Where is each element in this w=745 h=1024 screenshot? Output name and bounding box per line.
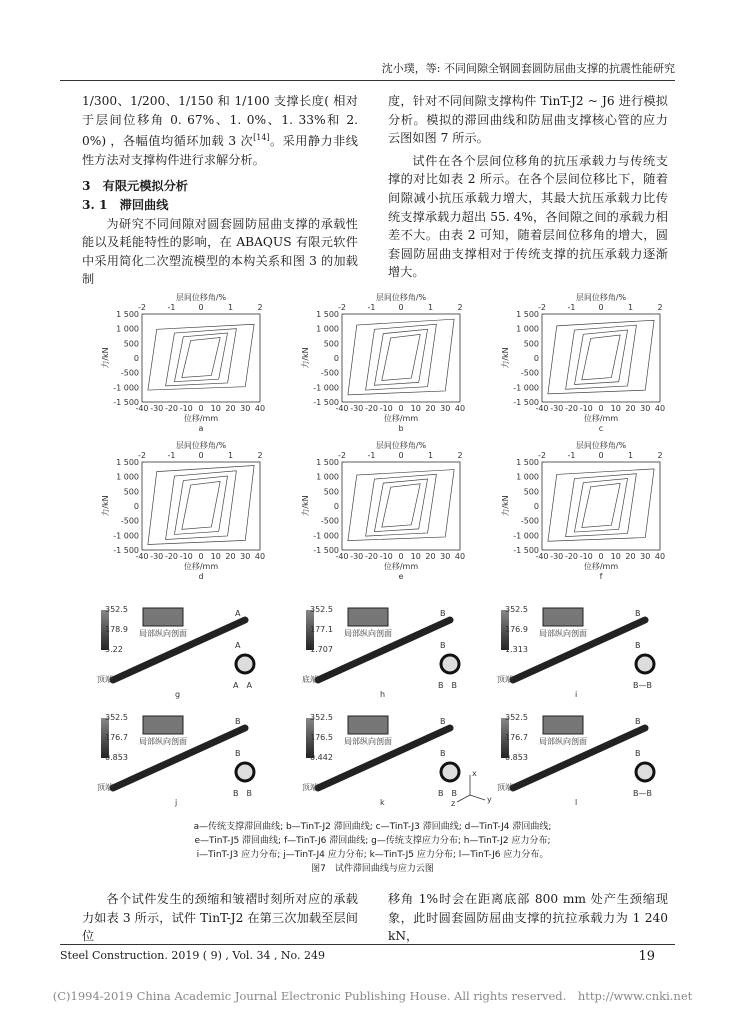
section-inset [543,608,583,626]
hysteresis-loop [182,481,220,529]
top-tick-label: -1 [567,451,576,460]
x-tick-label: -20 [364,552,379,561]
top-tick-label: -2 [538,451,546,460]
top-tick-label: 0 [598,303,604,312]
top-tick-label: 0 [398,303,404,312]
section-caption: B B [233,789,252,798]
section-label: 局部纵向剖面 [344,737,392,746]
scale-value: 176.7 [105,733,128,742]
running-header: 沈小璞，等: 不同间隙全钢圆套圆防屈曲支撑的抗震性能研究 [60,60,675,81]
top-axis-label: 层间位移角/% [575,441,627,450]
section-inset [143,608,183,626]
y-tick-label: 1 000 [516,472,539,482]
footer [60,944,675,962]
section-mark: A [235,609,241,618]
panel-letter: b [398,424,404,433]
x-tick-label: -30 [550,552,564,561]
x-axis-label: 位移/mm [183,414,219,423]
end-label: 顶端 [97,783,113,792]
subsection-heading: 3. 1 滞回曲线 [82,198,169,213]
hysteresis-plot-f [500,441,680,589]
y-tick-label: 500 [323,339,339,349]
x-tick-label: 0 [198,552,204,561]
x-tick-label: -40 [135,404,149,413]
top-tick-label: -1 [567,303,576,312]
plot-frame [142,462,260,550]
scale-value: 177.1 [310,625,333,634]
top-axis-label: 层间位移角/% [175,441,227,450]
x-tick-label: 0 [398,552,404,561]
section-label: 局部纵向剖面 [139,737,187,746]
top-axis-label: 层间位移角/% [375,441,427,450]
right-paragraph-2: 试件在各个层间位移角的抗压承载力与传统支撑的对比如表 2 所示。在各个层间位移比下，随着间隙减小抗压承载力增大，其最大抗压承载力比传统支撑承载力超出 55. 4%，各间隙之间的承载力相差不大。由表 2 可知，随着层间位移角的增大，圆套圆防屈曲支撑相对于传统支撑的抗压承载力逐渐增大。 [388,153,668,280]
top-tick-label: 0 [398,451,404,460]
y-tick-label: -1 000 [313,383,339,393]
hysteresis-loop [166,329,237,386]
bottom-right-text: 移角 1%时会在距离底部 800 mm 处产生颈缩现象，此时圆套圆防屈曲支撑的抗拉承载力为 1 240 kN， [388,892,668,944]
x-tick-label: 40 [254,552,266,561]
plot-frame [542,462,660,550]
copyright-notice: (C)1994-2019 China Academic Journal Electronic Publishing House. All rights reserved. http://www.cnki.net [52,989,693,1003]
scale-value: 0.442 [310,753,333,762]
top-tick-label: 1 [227,303,234,312]
y-axis-label: 力/kN [301,495,310,517]
x-tick-label: 10 [210,404,221,413]
y-tick-label: 0 [133,354,139,363]
x-tick-label: 0 [398,404,404,413]
x-tick-label: 40 [254,404,266,413]
x-tick-label: -30 [550,404,564,413]
section-label: 局部纵向剖面 [344,629,392,638]
x-axis-label: 位移/mm [583,562,619,571]
y-tick-label: -1 500 [113,398,139,407]
y-tick-label: 0 [533,354,539,363]
section-caption: A A [233,681,252,690]
axis-triad [445,770,495,810]
figure-caption: 图7 试件滞回曲线与应力云图 [311,864,434,874]
section-mark: B [440,749,446,758]
section-label: 局部纵向剖面 [539,737,587,746]
y-tick-label: 500 [123,339,139,349]
x-tick-label: 20 [225,404,236,413]
y-tick-label: -1 000 [513,531,539,541]
top-tick-label: -1 [167,303,176,312]
hysteresis-loop [582,335,620,380]
left-paragraph-2: 为研究不同间隙对圆套圆防屈曲支撑的承载性能以及耗能特性的影响，在 ABAQUS 有限元软件中采用简化二次塑流模型的本构关系和图 3 的加载制 [82,216,358,287]
top-tick-label: -1 [367,303,376,312]
y-axis-label: 力/kN [101,347,110,369]
y-tick-label: 1 500 [516,310,539,319]
scale-value: 0.853 [505,753,528,762]
x-tick-label: 10 [210,552,221,561]
hysteresis-loop [182,337,220,377]
left-paragraph-1: 1/300、1/200、1/150 和 1/100 支撑长度( 相对于层间位移角 0. 67%、1. 0%、1. 33%和 2. 0%) ，各幅值均循环加载 3 次 [82,94,358,149]
plot-frame [542,314,660,402]
hysteresis-plot-e [300,441,480,589]
x-tick-label: 30 [240,404,251,413]
section-mark: B [635,609,641,618]
y-tick-label: -500 [320,516,339,526]
y-tick-label: -500 [320,368,339,378]
top-tick-label: 0 [198,451,204,460]
panel-letter: l [575,798,578,807]
x-tick-label: -30 [350,404,364,413]
cross-section-icon [236,655,254,673]
x-tick-label: 0 [598,404,604,413]
figure-legend: a—传统支撑滞回曲线; b—TinT-J2 滞回曲线; c—TinT-J3 滞回曲线; d—TinT-J4 滞回曲线; e—TinT-J5 滞回曲线; f—TinT-J6 滞回曲线; g—传统支撑应力分布; h—TinT-J2 应力分布; i—TinT-J3 应力分布; j—TinT-J4 应力分布; k—TinT-J5 应力分布; l—TinT-J6 应力分布。 图7 试件滞回曲线与应力云图 [60,820,685,876]
bottom-left-text: 各个试件发生的颈缩和皱褶时刻所对应的承载力如表 3 所示，试件 TinT-J2 在第三次加载至层间位 [82,892,358,944]
hysteresis-loop [382,334,420,380]
x-tick-label: -20 [564,404,579,413]
y-tick-label: 500 [523,339,539,349]
axis-lines [457,775,485,802]
section-caption: B B [438,789,457,798]
end-label: 顶端 [97,675,113,684]
hysteresis-plot-a [100,293,280,441]
top-tick-label: 1 [627,303,634,312]
scale-value: 352.5 [310,713,333,722]
x-axis-label: 位移/mm [383,414,419,423]
y-tick-label: -1 000 [113,383,139,393]
x-tick-label: 30 [640,552,651,561]
top-tick-label: 1 [627,451,634,460]
panel-letter: i [575,690,578,699]
top-tick-label: 2 [657,303,663,312]
right-column [388,92,668,282]
top-tick-label: 1 [427,303,434,312]
x-tick-label: 10 [410,404,421,413]
x-axis-label: 位移/mm [383,562,419,571]
y-tick-label: -1 000 [513,383,539,393]
end-label: 顶端 [497,675,513,684]
scale-value: 352.5 [310,605,333,614]
top-tick-label: -2 [138,303,146,312]
x-tick-label: 20 [425,404,436,413]
x-tick-label: -20 [164,404,179,413]
x-tick-label: 20 [625,552,636,561]
scale-value: 352.5 [105,605,128,614]
section-inset [143,716,183,734]
x-tick-label: 40 [454,552,466,561]
top-tick-label: 2 [657,451,663,460]
y-tick-label: 500 [123,487,139,497]
top-tick-label: -2 [338,303,346,312]
top-axis-label: 层间位移角/% [175,293,227,302]
x-tick-label: 30 [640,404,651,413]
hysteresis-loop [566,325,637,389]
y-axis-label: 力/kN [301,347,310,369]
x-tick-label: -10 [179,552,193,561]
y-tick-label: 1 500 [316,310,339,319]
top-tick-label: -2 [138,451,146,460]
x-tick-label: -20 [164,552,179,561]
scale-value: 0.853 [105,753,128,762]
stress-contour-i [495,600,675,700]
section-caption: B—B [633,681,652,690]
x-tick-label: -10 [579,404,593,413]
y-tick-label: 1 000 [316,472,339,482]
section-inset [348,608,388,626]
x-tick-label: -40 [335,552,349,561]
y-tick-label: -500 [120,516,139,526]
panel-letter: g [175,690,181,699]
page-number: 19 [638,949,655,964]
scale-value: 352.5 [505,713,528,722]
y-tick-label: -1 500 [513,546,539,555]
top-axis-label: 层间位移角/% [375,293,427,302]
x-tick-label: -20 [564,552,579,561]
top-tick-label: -1 [367,451,376,460]
end-label: 顶端 [302,783,318,792]
top-tick-label: 2 [257,451,263,460]
hysteresis-loop [582,483,620,527]
y-tick-label: 1 000 [116,472,139,482]
x-tick-label: 40 [654,404,666,413]
scale-value: 1.707 [310,645,333,654]
cross-section-icon [636,763,654,781]
y-tick-label: 1 500 [116,458,139,467]
x-tick-label: -40 [535,552,549,561]
x-tick-label: 10 [410,552,421,561]
stress-contour-g [95,600,275,700]
hysteresis-loop [366,474,437,536]
section-mark: B [635,717,641,726]
y-tick-label: 0 [533,502,539,511]
y-tick-label: 1 000 [316,324,339,334]
panel-letter: c [598,424,604,433]
x-tick-label: -30 [150,404,164,413]
y-tick-label: 0 [133,502,139,511]
x-tick-label: -10 [179,404,193,413]
y-tick-label: -1 500 [313,546,339,555]
x-tick-label: -20 [364,404,379,413]
panel-letter: k [380,798,385,807]
section-label: 局部纵向剖面 [539,629,587,638]
y-tick-label: -1 500 [313,398,339,407]
top-tick-label: 2 [457,451,463,460]
right-paragraph-1: 度，针对不同间隙支撑构件 TinT-J2 ~ J6 进行模拟分析。模拟的滞回曲线和防屈曲支撑核心管的应力云图如图 7 所示。 [388,94,668,146]
axis-label-z: z [451,799,456,808]
x-tick-label: 20 [425,552,436,561]
section-mark: B [440,717,446,726]
top-tick-label: 1 [227,451,234,460]
section-mark: A [235,641,241,650]
y-tick-label: 1 000 [516,324,539,334]
hysteresis-plot-b [300,293,480,441]
x-tick-label: 20 [225,552,236,561]
scale-value: 176.5 [310,733,333,742]
x-tick-label: 30 [240,552,251,561]
end-label: 底端 [302,675,318,684]
panel-letter: j [175,798,178,807]
x-tick-label: -40 [135,552,149,561]
scale-value: 352.5 [105,713,128,722]
y-axis-label: 力/kN [501,495,510,517]
section-heading: 3 有限元模拟分析 [82,179,188,194]
axis-label-y: y [487,795,492,804]
stress-contour-h [300,600,480,700]
x-tick-label: 0 [598,552,604,561]
panel-letter: a [198,424,204,433]
top-tick-label: 0 [198,303,204,312]
x-tick-label: -40 [535,404,549,413]
x-tick-label: 10 [610,552,621,561]
journal-citation: Steel Construction. 2019 ( 9) , Vol. 34 , No. 249 [60,949,325,962]
x-tick-label: -30 [150,552,164,561]
x-axis-label: 位移/mm [583,414,619,423]
y-axis-label: 力/kN [501,347,510,369]
x-tick-label: -40 [335,404,349,413]
panel-letter: d [198,572,204,581]
top-tick-label: 2 [257,303,263,312]
section-mark: B [635,749,641,758]
section-mark: B [440,609,446,618]
panel-letter: h [380,690,386,699]
scale-value: 176.9 [505,625,528,634]
y-tick-label: 0 [333,502,339,511]
hysteresis-loop [382,484,420,527]
top-axis-label: 层间位移角/% [575,293,627,302]
y-tick-label: 1 500 [116,310,139,319]
axis-label-x: x [472,770,477,778]
top-tick-label: 2 [457,303,463,312]
left-column: 1/300、1/200、1/150 和 1/100 支撑长度( 相对于层间位移角 0. 67%、1. 0%、1. 33%和 2. 0%) ，各幅值均循环加载 3 次[14]。采用静力非线性方法对支撑构件进行求解分析。 3 有限元模拟分析 3. 1 滞回曲线 为研究不同间隙对圆套圆防屈曲支撑的承载性能以及耗能特性的影响，在 ABAQUS 有限元软件中采用简化二次塑流模型的本构关系和图 3 的加载制 [82,92,358,289]
x-tick-label: -10 [379,404,393,413]
y-tick-label: -500 [520,368,539,378]
x-axis-label: 位移/mm [183,562,219,571]
y-axis-label: 力/kN [101,495,110,517]
section-mark: B [235,749,241,758]
y-tick-label: -1 000 [113,531,139,541]
x-tick-label: -10 [579,552,593,561]
y-tick-label: -1 500 [113,546,139,555]
cross-section-icon [636,655,654,673]
x-tick-label: 0 [198,404,204,413]
scale-value: 352.5 [505,605,528,614]
scale-value: 178.9 [105,625,128,634]
scale-value: 1.313 [505,645,528,654]
hysteresis-plot-c [500,293,680,441]
section-inset [348,716,388,734]
section-label: 局部纵向剖面 [139,629,187,638]
y-tick-label: -1 500 [513,398,539,407]
section-mark: B [440,641,446,650]
x-tick-label: 40 [654,552,666,561]
top-tick-label: -1 [167,451,176,460]
top-tick-label: -2 [338,451,346,460]
x-tick-label: 10 [610,404,621,413]
section-caption: B—B [633,789,652,798]
end-label: 顶端 [497,783,513,792]
x-tick-label: 30 [440,404,451,413]
y-tick-label: 1 500 [316,458,339,467]
x-tick-label: -30 [350,552,364,561]
x-tick-label: 40 [454,404,466,413]
top-tick-label: 0 [598,451,604,460]
y-tick-label: -1 000 [313,531,339,541]
hysteresis-loop [566,474,637,537]
y-tick-label: 500 [523,487,539,497]
hysteresis-loop [366,324,437,390]
scale-value: 5.22 [105,645,123,654]
cross-section-icon [441,655,459,673]
hysteresis-loop [166,471,237,540]
y-tick-label: 1 500 [516,458,539,467]
x-tick-label: 20 [625,404,636,413]
section-inset [543,716,583,734]
section-mark: B [635,641,641,650]
stress-contour-l [495,708,675,808]
stress-contour-j [95,708,275,808]
y-tick-label: 0 [333,354,339,363]
scale-value: 176.7 [505,733,528,742]
top-tick-label: 1 [427,451,434,460]
y-tick-label: -500 [120,368,139,378]
x-tick-label: 30 [440,552,451,561]
section-mark: B [235,717,241,726]
y-tick-label: 1 000 [116,324,139,334]
citation: [14] [253,133,270,143]
section-caption: B B [438,681,457,690]
panel-letter: e [398,572,404,581]
hysteresis-plot-d [100,441,280,589]
panel-letter: f [599,572,603,581]
cross-section-icon [236,763,254,781]
top-tick-label: -2 [538,303,546,312]
y-tick-label: 500 [323,487,339,497]
y-tick-label: -500 [520,516,539,526]
x-tick-label: -10 [379,552,393,561]
